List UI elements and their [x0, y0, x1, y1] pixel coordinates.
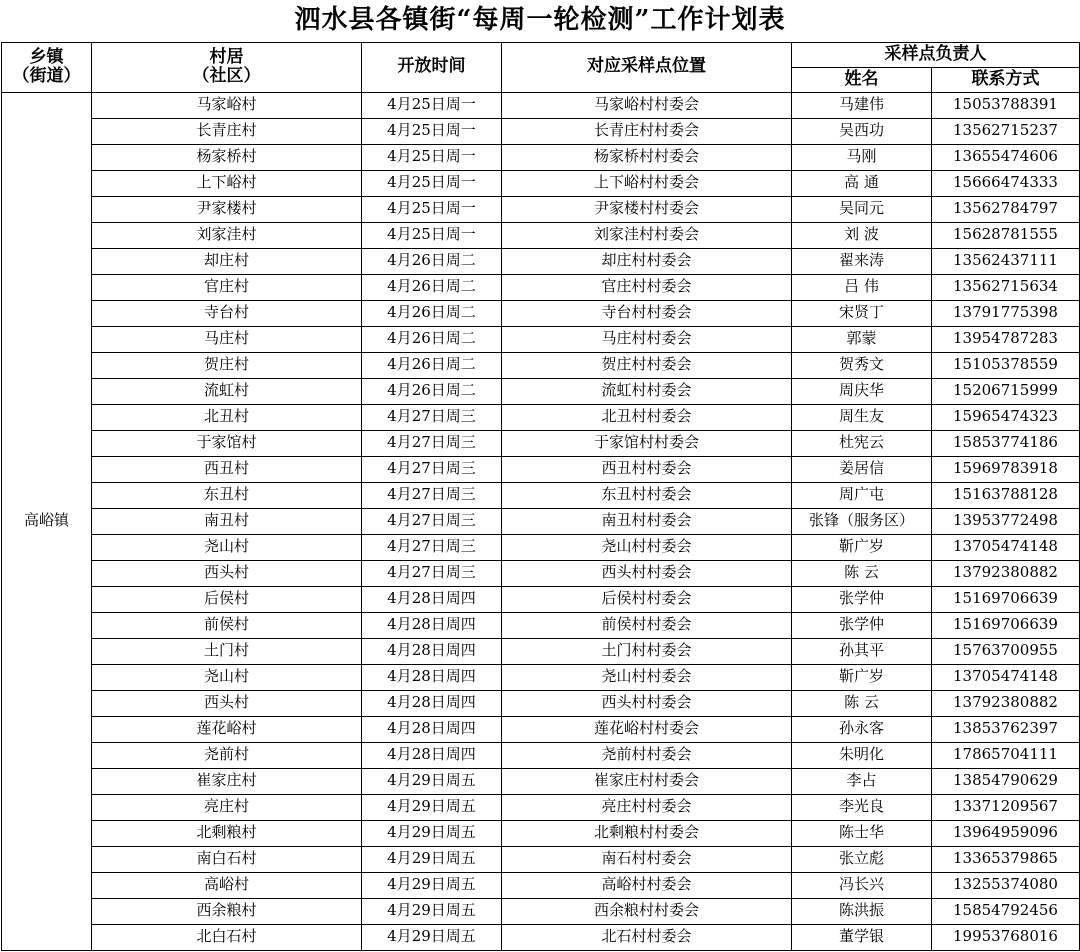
table-row — [2, 196, 1080, 222]
cell-open-time: 4月28日周四 — [362, 690, 502, 716]
cell-name: 周广屯 — [792, 482, 932, 508]
cell-contact: 13854790629 — [932, 768, 1080, 794]
cell-site: 长青庄村村委会 — [502, 118, 792, 144]
table-row — [2, 92, 1080, 118]
cell-contact: 13365379865 — [932, 846, 1080, 872]
header-town-line2: （街道） — [12, 66, 81, 87]
table-row — [2, 378, 1080, 404]
cell-village: 上下峪村 — [92, 170, 362, 196]
cell-name: 陈 云 — [792, 560, 932, 586]
cell-name: 张学仲 — [792, 612, 932, 638]
cell-site: 北剩粮村村委会 — [502, 820, 792, 846]
cell-name: 孙永客 — [792, 716, 932, 742]
cell-village: 尧山村 — [92, 664, 362, 690]
cell-site: 北石村村委会 — [502, 924, 792, 950]
cell-open-time: 4月28日周四 — [362, 742, 502, 768]
cell-name: 吴西功 — [792, 118, 932, 144]
table-row — [2, 482, 1080, 508]
cell-site: 刘家洼村村委会 — [502, 222, 792, 248]
table-row — [2, 638, 1080, 664]
cell-village: 崔家庄村 — [92, 768, 362, 794]
cell-contact: 15965474323 — [932, 404, 1080, 430]
header-contact: 联系方式 — [932, 67, 1080, 92]
table-row — [2, 352, 1080, 378]
cell-site: 马家峪村村委会 — [502, 92, 792, 118]
cell-open-time: 4月27日周三 — [362, 482, 502, 508]
header-site: 对应采样点位置 — [502, 42, 792, 92]
cell-village: 却庄村 — [92, 248, 362, 274]
table-row — [2, 898, 1080, 924]
cell-village: 西头村 — [92, 560, 362, 586]
header-village-line1: 村居 — [209, 47, 244, 68]
cell-site: 西余粮村村委会 — [502, 898, 792, 924]
cell-site: 前侯村村委会 — [502, 612, 792, 638]
cell-name: 吕 伟 — [792, 274, 932, 300]
cell-name: 张锋（服务区） — [792, 508, 932, 534]
cell-name: 高 通 — [792, 170, 932, 196]
cell-site: 却庄村村委会 — [502, 248, 792, 274]
cell-site: 流虹村村委会 — [502, 378, 792, 404]
cell-site: 南石村村委会 — [502, 846, 792, 872]
cell-contact: 13705474148 — [932, 534, 1080, 560]
cell-village: 流虹村 — [92, 378, 362, 404]
cell-contact: 13562784797 — [932, 196, 1080, 222]
cell-open-time: 4月26日周二 — [362, 248, 502, 274]
cell-open-time: 4月28日周四 — [362, 612, 502, 638]
cell-open-time: 4月29日周五 — [362, 924, 502, 950]
cell-village: 南白石村 — [92, 846, 362, 872]
cell-contact: 13792380882 — [932, 690, 1080, 716]
cell-site: 西丑村村委会 — [502, 456, 792, 482]
table-row — [2, 690, 1080, 716]
cell-name: 董学银 — [792, 924, 932, 950]
cell-village: 土门村 — [92, 638, 362, 664]
cell-village: 刘家洼村 — [92, 222, 362, 248]
cell-site: 莲花峪村村委会 — [502, 716, 792, 742]
header-name: 姓名 — [792, 67, 932, 92]
cell-site: 后侯村村委会 — [502, 586, 792, 612]
cell-name: 马刚 — [792, 144, 932, 170]
cell-village: 于家馆村 — [92, 430, 362, 456]
cell-name: 冯长兴 — [792, 872, 932, 898]
cell-open-time: 4月29日周五 — [362, 794, 502, 820]
table-row — [2, 248, 1080, 274]
cell-site: 官庄村村委会 — [502, 274, 792, 300]
table-row — [2, 742, 1080, 768]
table-row — [2, 222, 1080, 248]
cell-site: 西头村村委会 — [502, 560, 792, 586]
cell-open-time: 4月29日周五 — [362, 846, 502, 872]
cell-open-time: 4月28日周四 — [362, 664, 502, 690]
header-open-time: 开放时间 — [362, 42, 502, 92]
cell-name: 周庆华 — [792, 378, 932, 404]
table-row — [2, 508, 1080, 534]
cell-name: 靳广岁 — [792, 534, 932, 560]
cell-contact: 15853774186 — [932, 430, 1080, 456]
cell-village: 马庄村 — [92, 326, 362, 352]
cell-contact: 13791775398 — [932, 300, 1080, 326]
cell-name: 吴同元 — [792, 196, 932, 222]
cell-village: 尹家楼村 — [92, 196, 362, 222]
cell-open-time: 4月27日周三 — [362, 430, 502, 456]
cell-contact: 15053788391 — [932, 92, 1080, 118]
cell-name: 靳广岁 — [792, 664, 932, 690]
cell-site: 贺庄村村委会 — [502, 352, 792, 378]
cell-contact: 13964959096 — [932, 820, 1080, 846]
cell-village: 北白石村 — [92, 924, 362, 950]
cell-open-time: 4月27日周三 — [362, 456, 502, 482]
cell-village: 莲花峪村 — [92, 716, 362, 742]
page-title: 泗水县各镇街“每周一轮检测”工作计划表 — [294, 5, 786, 35]
cell-contact: 13853762397 — [932, 716, 1080, 742]
cell-contact: 15206715999 — [932, 378, 1080, 404]
cell-site: 寺台村村委会 — [502, 300, 792, 326]
cell-open-time: 4月26日周二 — [362, 352, 502, 378]
cell-village: 贺庄村 — [92, 352, 362, 378]
table-row — [2, 664, 1080, 690]
table-row — [2, 534, 1080, 560]
table-row — [2, 170, 1080, 196]
table-row — [2, 846, 1080, 872]
cell-village: 尧山村 — [92, 534, 362, 560]
table-header — [2, 42, 1080, 92]
cell-village: 尧前村 — [92, 742, 362, 768]
cell-site: 西头村村委会 — [502, 690, 792, 716]
cell-open-time: 4月29日周五 — [362, 872, 502, 898]
cell-open-time: 4月25日周一 — [362, 222, 502, 248]
cell-contact: 15105378559 — [932, 352, 1080, 378]
cell-site: 高峪村村委会 — [502, 872, 792, 898]
cell-village: 马家峪村 — [92, 92, 362, 118]
cell-name: 郭蒙 — [792, 326, 932, 352]
header-village — [92, 42, 362, 92]
table-row — [2, 586, 1080, 612]
cell-site: 土门村村委会 — [502, 638, 792, 664]
cell-village: 西头村 — [92, 690, 362, 716]
cell-name: 宋贤丁 — [792, 300, 932, 326]
cell-open-time: 4月27日周三 — [362, 560, 502, 586]
cell-open-time: 4月26日周二 — [362, 326, 502, 352]
cell-site: 尹家楼村村委会 — [502, 196, 792, 222]
cell-town: 高峪镇 — [2, 92, 92, 950]
cell-name: 陈洪振 — [792, 898, 932, 924]
header-responsible-group: 采样点负责人 — [792, 42, 1080, 67]
cell-site: 崔家庄村村委会 — [502, 768, 792, 794]
cell-name: 陈士华 — [792, 820, 932, 846]
cell-village: 高峪村 — [92, 872, 362, 898]
cell-contact: 15854792456 — [932, 898, 1080, 924]
cell-contact: 13954787283 — [932, 326, 1080, 352]
cell-village: 前侯村 — [92, 612, 362, 638]
cell-village: 官庄村 — [92, 274, 362, 300]
cell-contact: 17865704111 — [932, 742, 1080, 768]
table-row — [2, 430, 1080, 456]
cell-site: 尧山村村委会 — [502, 664, 792, 690]
table-row — [2, 872, 1080, 898]
cell-contact: 15969783918 — [932, 456, 1080, 482]
cell-contact: 13562715237 — [932, 118, 1080, 144]
cell-name: 马建伟 — [792, 92, 932, 118]
cell-village: 西余粮村 — [92, 898, 362, 924]
cell-contact: 13562715634 — [932, 274, 1080, 300]
cell-village: 长青庄村 — [92, 118, 362, 144]
table-row — [2, 300, 1080, 326]
cell-contact: 15628781555 — [932, 222, 1080, 248]
cell-site: 尧山村村委会 — [502, 534, 792, 560]
cell-village: 东丑村 — [92, 482, 362, 508]
cell-open-time: 4月25日周一 — [362, 170, 502, 196]
cell-contact: 19953768016 — [932, 924, 1080, 950]
cell-open-time: 4月28日周四 — [362, 586, 502, 612]
cell-open-time: 4月26日周二 — [362, 274, 502, 300]
cell-contact: 15169706639 — [932, 586, 1080, 612]
table-row — [2, 716, 1080, 742]
cell-site: 杨家桥村村委会 — [502, 144, 792, 170]
cell-open-time: 4月26日周二 — [362, 378, 502, 404]
cell-village: 杨家桥村 — [92, 144, 362, 170]
table-row — [2, 768, 1080, 794]
cell-open-time: 4月25日周一 — [362, 118, 502, 144]
table-row — [2, 144, 1080, 170]
table-row — [2, 404, 1080, 430]
cell-name: 陈 云 — [792, 690, 932, 716]
cell-name: 杜宪云 — [792, 430, 932, 456]
cell-open-time: 4月29日周五 — [362, 768, 502, 794]
cell-name: 姜居信 — [792, 456, 932, 482]
cell-site: 尧前村村委会 — [502, 742, 792, 768]
table-row — [2, 820, 1080, 846]
table-row — [2, 274, 1080, 300]
cell-contact: 15666474333 — [932, 170, 1080, 196]
cell-site: 上下峪村村委会 — [502, 170, 792, 196]
cell-open-time: 4月26日周二 — [362, 300, 502, 326]
cell-open-time: 4月28日周四 — [362, 716, 502, 742]
cell-village: 北丑村 — [92, 404, 362, 430]
cell-site: 北丑村村委会 — [502, 404, 792, 430]
cell-open-time: 4月28日周四 — [362, 638, 502, 664]
cell-name: 贺秀文 — [792, 352, 932, 378]
cell-open-time: 4月29日周五 — [362, 898, 502, 924]
cell-contact: 13705474148 — [932, 664, 1080, 690]
cell-open-time: 4月29日周五 — [362, 820, 502, 846]
cell-village: 南丑村 — [92, 508, 362, 534]
cell-village: 北剩粮村 — [92, 820, 362, 846]
cell-name: 李光良 — [792, 794, 932, 820]
cell-site: 南丑村村委会 — [502, 508, 792, 534]
cell-contact: 13953772498 — [932, 508, 1080, 534]
work-plan-table — [1, 42, 1080, 951]
cell-open-time: 4月27日周三 — [362, 404, 502, 430]
cell-name: 朱明化 — [792, 742, 932, 768]
cell-name: 张学仲 — [792, 586, 932, 612]
cell-name: 翟来涛 — [792, 248, 932, 274]
header-village-line2: （社区） — [192, 66, 261, 87]
cell-contact: 15763700955 — [932, 638, 1080, 664]
cell-open-time: 4月25日周一 — [362, 144, 502, 170]
cell-contact: 13371209567 — [932, 794, 1080, 820]
cell-contact: 15169706639 — [932, 612, 1080, 638]
cell-name: 刘 波 — [792, 222, 932, 248]
table-row — [2, 924, 1080, 950]
cell-village: 西丑村 — [92, 456, 362, 482]
cell-site: 东丑村村委会 — [502, 482, 792, 508]
cell-name: 孙其平 — [792, 638, 932, 664]
table-row — [2, 794, 1080, 820]
cell-village: 后侯村 — [92, 586, 362, 612]
cell-site: 马庄村村委会 — [502, 326, 792, 352]
cell-contact: 13792380882 — [932, 560, 1080, 586]
cell-contact: 13562437111 — [932, 248, 1080, 274]
table-row — [2, 326, 1080, 352]
cell-contact: 13655474606 — [932, 144, 1080, 170]
cell-open-time: 4月27日周三 — [362, 508, 502, 534]
header-town — [2, 42, 92, 92]
cell-open-time: 4月25日周一 — [362, 92, 502, 118]
table-row — [2, 612, 1080, 638]
table-body — [2, 92, 1080, 950]
table-row — [2, 118, 1080, 144]
cell-name: 李占 — [792, 768, 932, 794]
cell-site: 亮庄村村委会 — [502, 794, 792, 820]
cell-village: 亮庄村 — [92, 794, 362, 820]
cell-contact: 13255374080 — [932, 872, 1080, 898]
table-row — [2, 560, 1080, 586]
cell-name: 张立彪 — [792, 846, 932, 872]
cell-name: 周生友 — [792, 404, 932, 430]
cell-open-time: 4月27日周三 — [362, 534, 502, 560]
header-town-line1: 乡镇 — [29, 47, 64, 68]
table-row — [2, 456, 1080, 482]
cell-site: 于家馆村村委会 — [502, 430, 792, 456]
cell-open-time: 4月25日周一 — [362, 196, 502, 222]
cell-village: 寺台村 — [92, 300, 362, 326]
cell-contact: 15163788128 — [932, 482, 1080, 508]
